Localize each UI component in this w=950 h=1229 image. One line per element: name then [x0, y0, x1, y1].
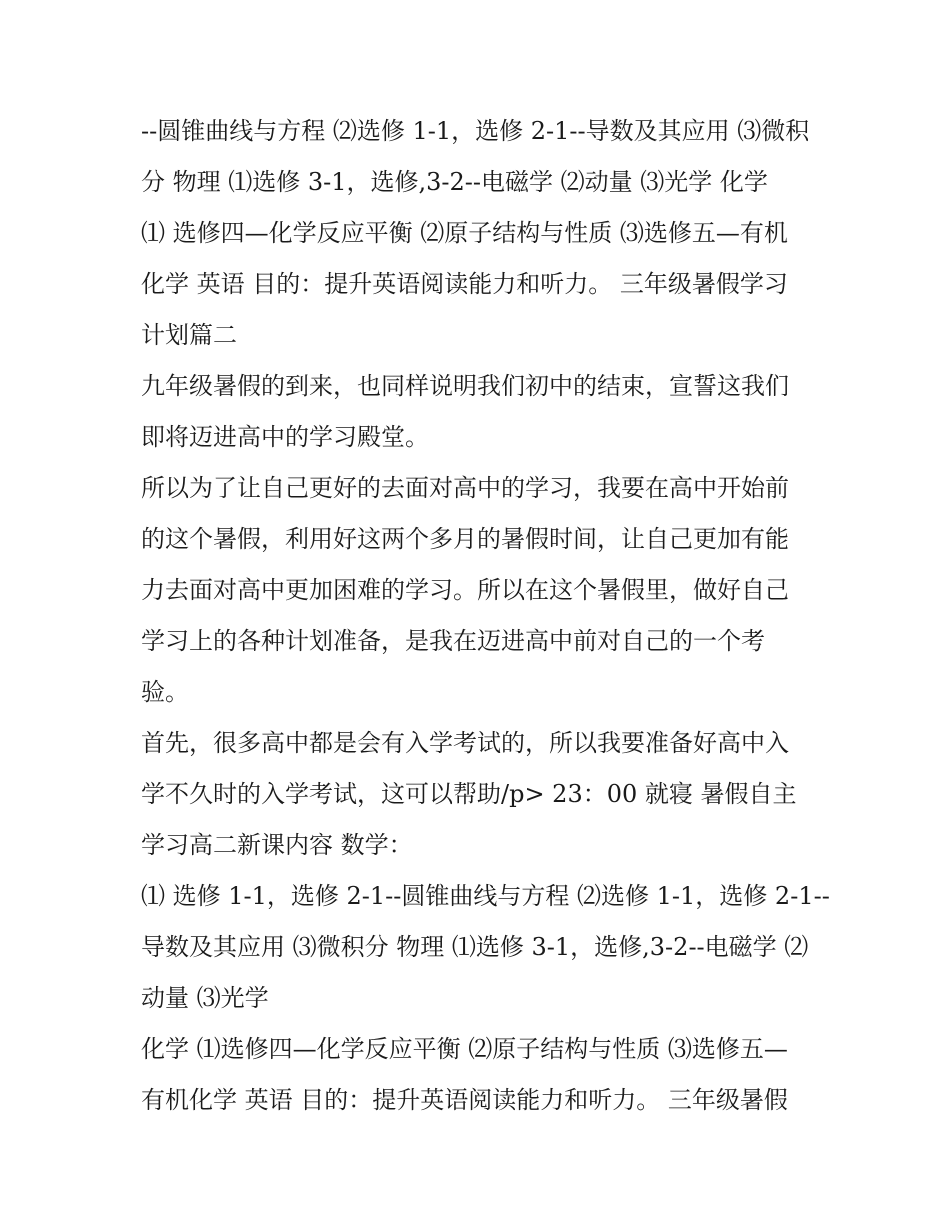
- document-body: [141, 106, 830, 1126]
- text-line: 化学 ⑴选修四—化学反应平衡 ⑵原子结构与性质 ⑶选修五—: [141, 1035, 788, 1063]
- paragraph-6: [141, 1024, 816, 1126]
- text-line: 学习上的各种计划准备，是我在迈进高中前对自己的一个考: [141, 627, 765, 655]
- text-line: 的这个暑假，利用好这两个多月的暑假时间，让自己更加有能: [141, 525, 789, 553]
- text-line: 首先，很多高中都是会有入学考试的，所以我要准备好高中入: [141, 729, 789, 757]
- text-line: 力去面对高中更加困难的学习。所以在这个暑假里，做好自己: [141, 576, 789, 604]
- text-line: ⑴ 选修 1-1，选修 2-1--圆锥曲线与方程 ⑵选修 1-1，选修 2-1--: [141, 882, 830, 910]
- text-line: ⑴ 选修四—化学反应平衡 ⑵原子结构与性质 ⑶选修五—有机: [141, 219, 788, 247]
- text-line: 所以为了让自己更好的去面对高中的学习，我要在高中开始前: [141, 474, 789, 502]
- text-line: --圆锥曲线与方程 ⑵选修 1-1，选修 2-1--导数及其应用 ⑶微积: [141, 117, 810, 145]
- text-line: 有机化学 英语 目的：提升英语阅读能力和听力。 三年级暑假: [141, 1086, 788, 1114]
- paragraph-4: [141, 718, 816, 871]
- text-line: 导数及其应用 ⑶微积分 物理 ⑴选修 3-1，选修,3-2--电磁学 ⑵: [141, 933, 809, 961]
- paragraph-5: [141, 871, 830, 1024]
- text-line: 学习高二新课内容 数学：: [141, 831, 413, 859]
- text-line: 验。: [141, 678, 189, 706]
- paragraph-3: [141, 463, 816, 718]
- text-line: 化学 英语 目的：提升英语阅读能力和听力。 三年级暑假学习: [141, 270, 788, 298]
- text-line: 即将迈进高中的学习殿堂。: [141, 423, 429, 451]
- text-line: 学不久时的入学考试，这可以帮助/p> 23：00 就寝 暑假自主: [141, 780, 797, 808]
- text-line: 九年级暑假的到来，也同样说明我们初中的结束，宣誓这我们: [141, 372, 789, 400]
- paragraph-2: [141, 361, 816, 463]
- text-line: 动量 ⑶光学: [141, 984, 269, 1012]
- text-line: 分 物理 ⑴选修 3-1，选修,3-2--电磁学 ⑵动量 ⑶光学 化学: [141, 168, 768, 196]
- text-line: 计划篇二: [141, 321, 237, 349]
- paragraph-1: [141, 106, 816, 361]
